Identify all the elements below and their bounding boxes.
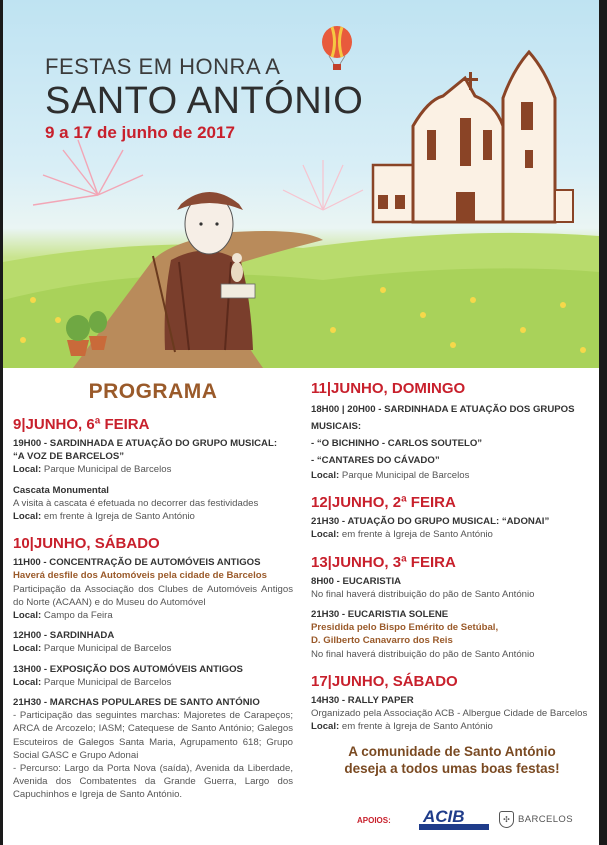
program-column-right	[311, 368, 593, 826]
event-desc: - Participação das seguintes marchas: Majoretes de Carapeços; ARCA de Arcozelo; IASM; Catequese de Santo António; Galegos Escuteiros de Galegos Santa Maria, Agrupamento 618; Grupo Social GASC e Grupo Adonai	[13, 710, 293, 761]
sponsors-bar	[311, 809, 593, 833]
day-9-event-cascata	[13, 484, 293, 524]
event-title: Cascata Monumental	[13, 484, 109, 496]
day-13-event-eucaristia-solene	[311, 608, 593, 661]
acib-logo: ACIB	[417, 809, 489, 831]
program-title: PROGRAMA	[88, 380, 218, 403]
event-subtitle: Haverá desfile dos Automóveis pela cidade de Barcelos	[13, 570, 267, 582]
closing-line-2: deseja a todos umas boas festas!	[344, 761, 560, 777]
event-desc: No final haverá distribuição do pão de Santo António	[311, 588, 535, 600]
event-local: Local: em frente à Igreja de Santo António	[13, 511, 195, 523]
day-13-event-eucaristia	[311, 575, 593, 601]
event-desc: No final haverá distribuição do pão de Santo António	[311, 648, 535, 660]
event-desc: Participação da Associação dos Clubes de Automóveis Antigos do Norte (ACAAN) e do Museu do Automóvel	[13, 583, 293, 608]
event-local: Local: Parque Municipal de Barcelos	[13, 676, 172, 688]
event-title: 21H30 - EUCARISTIA SOLENE	[311, 609, 449, 621]
day-13-heading: 13|JUNHO, 3ª FEIRA	[311, 553, 456, 571]
event-subtitle: Presidida pelo Bispo Emérito de Setúbal,	[311, 622, 499, 634]
program-content	[3, 368, 599, 845]
event-desc: - Percurso: Largo da Porta Nova (saída), Avenida da Liberdade, Avenida dos Combatentes da Grande Guerra, Largo dos Capuchinhos e Igreja de Santo António.	[13, 763, 293, 801]
day-11-event	[311, 401, 593, 482]
day-10-event-marchas	[13, 696, 293, 802]
crest-icon: ✣	[499, 811, 514, 828]
day-12-event	[311, 515, 593, 541]
event-local: Local: Campo da Feira	[13, 610, 113, 622]
day-9-heading: 9|JUNHO, 6ª FEIRA	[13, 416, 150, 433]
sponsors-label: APOIOS:	[357, 816, 391, 825]
event-title: 21H30 - ATUAÇÃO DO GRUPO MUSICAL: “ADONAI”	[311, 516, 550, 528]
event-local: Local: Parque Municipal de Barcelos	[13, 464, 172, 476]
firework-left	[33, 140, 143, 205]
event-local: Local: em frente à Igreja de Santo António	[311, 721, 493, 733]
title-line-1: FESTAS EM HONRA A	[45, 54, 281, 79]
day-10-heading: 10|JUNHO, SÁBADO	[13, 535, 160, 553]
event-title: 12H00 - SARDINHADA	[13, 630, 115, 642]
day-10-event-exposicao	[13, 663, 293, 689]
day-9-event-sardinhada	[13, 437, 293, 477]
event-title: 18H00 | 20H00 - SARDINHADA E ATUAÇÃO DOS GRUPOS MUSICAIS:	[311, 404, 575, 432]
firework-right	[283, 160, 363, 210]
event-title: 11H00 - CONCENTRAÇÃO DE AUTOMÓVEIS ANTIGOS	[13, 557, 261, 569]
poster	[3, 0, 599, 845]
day-12-heading: 12|JUNHO, 2ª FEIRA	[311, 494, 456, 512]
event-title: “A VOZ DE BARCELOS”	[13, 451, 125, 463]
balloon-icon	[322, 26, 352, 70]
day-10-event-concentracao	[13, 556, 293, 622]
event-local: Local: Parque Municipal de Barcelos	[311, 470, 470, 481]
program-column-left	[13, 368, 293, 802]
day-10-event-sardinhada	[13, 629, 293, 655]
event-group: - “O BICHINHO - CARLOS SOUTELO”	[311, 438, 483, 449]
event-local: Local: Parque Municipal de Barcelos	[13, 643, 172, 655]
festival-dates: 9 a 17 de junho de 2017	[45, 123, 235, 142]
title-line-2: SANTO ANTÓNIO	[45, 80, 364, 122]
hero-illustration	[3, 0, 599, 368]
event-title: 8H00 - EUCARISTIA	[311, 575, 402, 587]
event-title: 21H30 - MARCHAS POPULARES DE SANTO ANTÓNIO	[13, 697, 260, 709]
event-title: 14H30 - RALLY PAPER	[311, 694, 414, 706]
day-17-event	[311, 694, 593, 734]
closing-message	[311, 743, 593, 777]
event-subtitle: D. Gilberto Canavarro dos Reis	[311, 635, 453, 647]
barcelos-logo: ✣ BARCELOS	[499, 811, 579, 831]
closing-line-1: A comunidade de Santo António	[348, 744, 556, 760]
day-17-heading: 17|JUNHO, SÁBADO	[311, 672, 458, 690]
event-desc: A visita à cascata é efetuada no decorrer das festividades	[13, 497, 259, 509]
day-11-heading: 11|JUNHO, DOMINGO	[311, 380, 466, 397]
event-local: Local: em frente à Igreja de Santo António	[311, 529, 493, 541]
event-group: - “CANTARES DO CÁVADO”	[311, 455, 440, 466]
event-title: 19H00 - SARDINHADA E ATUAÇÃO DO GRUPO MUSICAL:	[13, 438, 278, 449]
event-title: 13H00 - EXPOSIÇÃO DOS AUTOMÓVEIS ANTIGOS	[13, 663, 243, 675]
event-desc: Organizado pela Associação ACB - Albergue Cidade de Barcelos	[311, 708, 588, 720]
church-illustration	[373, 52, 573, 222]
